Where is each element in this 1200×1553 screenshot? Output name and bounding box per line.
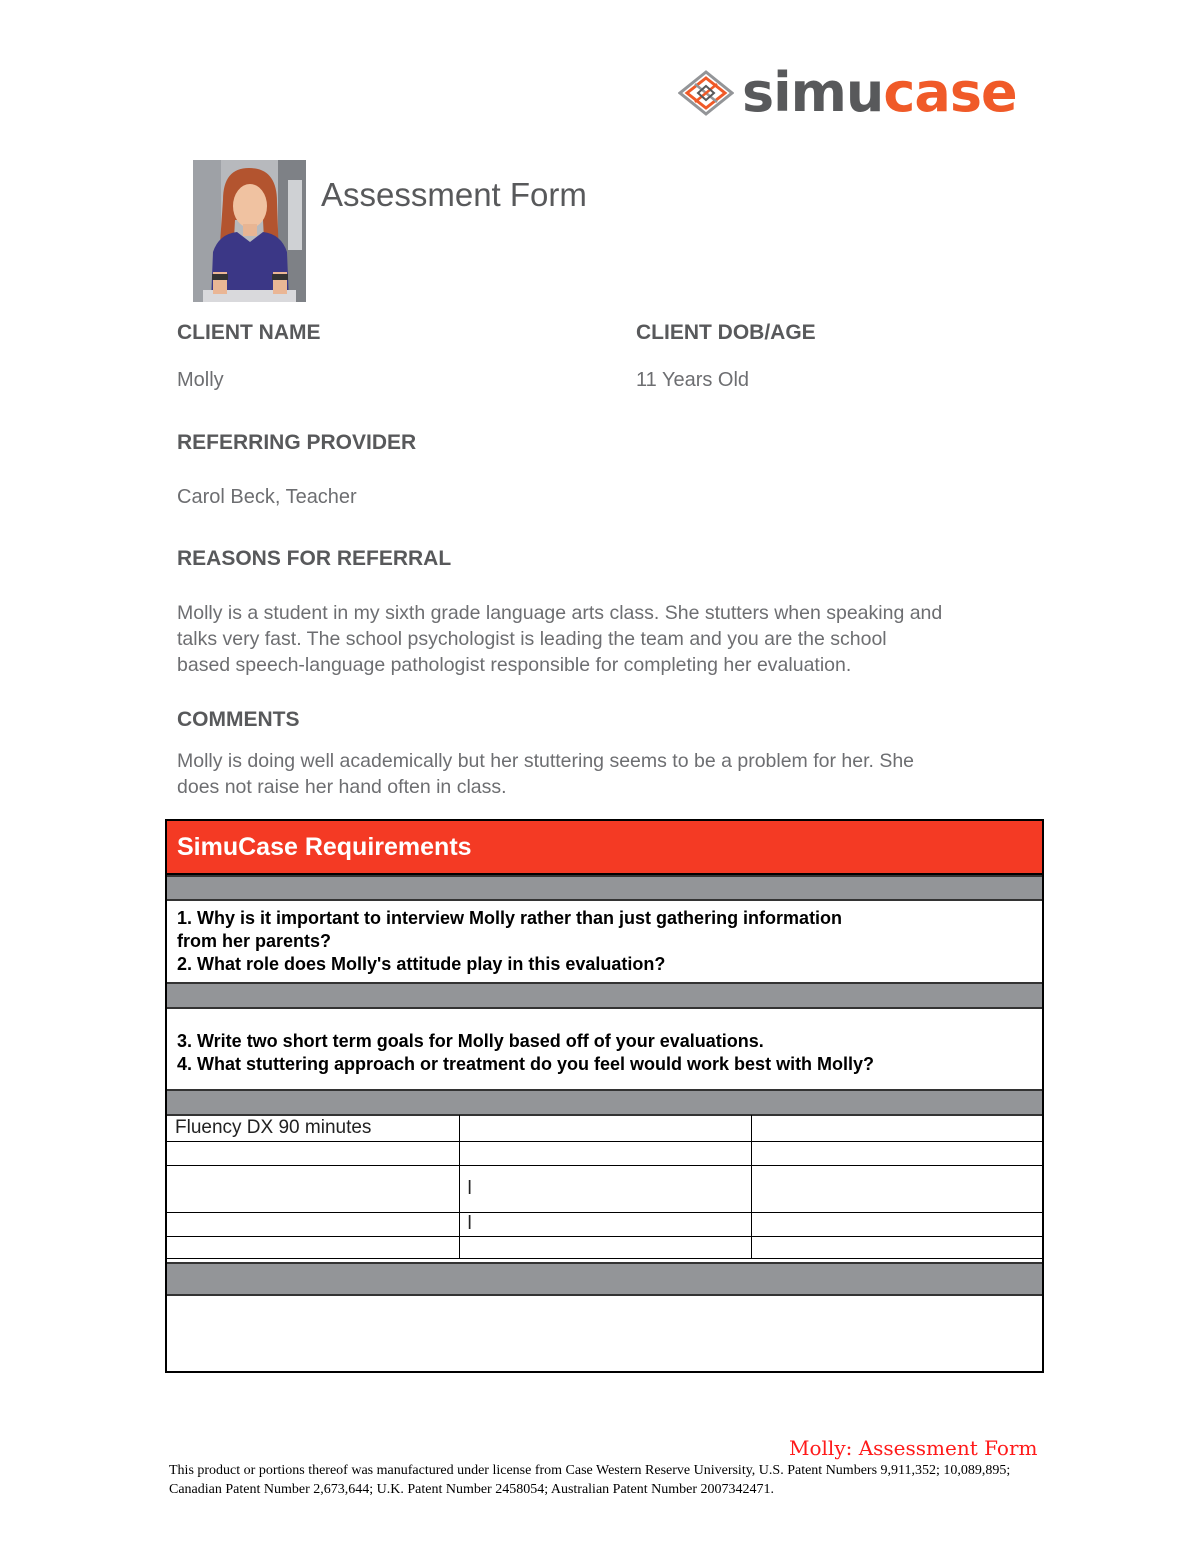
table-cell	[751, 1212, 1042, 1236]
table-cell	[751, 1115, 1042, 1141]
client-dob-value: 11 Years Old	[636, 369, 750, 391]
table-cell	[751, 1165, 1042, 1212]
table-cell	[167, 1236, 459, 1258]
requirements-header-title: SimuCase Requirements	[177, 833, 472, 861]
divider-bar	[167, 1262, 1042, 1296]
referring-provider-value: Carol Beck, Teacher	[177, 486, 357, 508]
schedule-table	[167, 1115, 1042, 1259]
table-row	[167, 1141, 1042, 1165]
referring-provider-label: REFERRING PROVIDER	[177, 431, 417, 454]
requirements-header	[167, 821, 1042, 875]
client-name-label: CLIENT NAME	[177, 321, 321, 344]
divider-bar	[167, 982, 1042, 1009]
table-cell	[167, 1141, 459, 1165]
client-avatar	[193, 160, 306, 302]
table-cell	[167, 1212, 459, 1236]
comments-label: COMMENTS	[177, 708, 300, 731]
simucase-wordmark: simucase	[742, 61, 1017, 124]
table-cell: Fluency DX 90 minutes	[167, 1115, 459, 1141]
table-cell	[167, 1165, 459, 1212]
page-title: Assessment Form	[321, 176, 587, 213]
client-name-value: Molly	[177, 369, 224, 391]
table-row	[167, 1236, 1042, 1258]
table-row	[167, 1212, 1042, 1236]
table-cell	[459, 1236, 751, 1258]
table-cell	[459, 1141, 751, 1165]
divider-bar	[167, 875, 1042, 901]
footer-title: Molly: Assessment Form	[789, 1436, 1038, 1460]
table-cell	[751, 1141, 1042, 1165]
client-portrait-image	[193, 160, 306, 302]
referral-reasons-label: REASONS FOR REFERRAL	[177, 547, 452, 570]
referral-reasons-text: Molly is a student in my sixth grade language arts class. She stutters when speaking and talks very fast. The school psychologist is leading the team and you are the school based speech-language pathologist responsible for completing her evaluation.	[177, 602, 943, 676]
table-cell	[459, 1115, 751, 1141]
table-cell	[751, 1236, 1042, 1258]
comments-text: Molly is doing well academically but her stuttering seems to be a problem for her. She does not raise her hand often in class.	[177, 750, 915, 798]
simucase-diamond-icon	[678, 70, 734, 116]
footer-patent-notice: This product or portions thereof was manufactured under license from Case Western Reserve University, U.S. Patent Numbers 9,911,352; 10,089,895; Canadian Patent Number 2,673,644; U.K. Patent Number 2458054; Australian Patent Number 2007342471.	[169, 1463, 1011, 1497]
divider-bar	[167, 1089, 1042, 1116]
table-cell: l	[459, 1165, 751, 1212]
client-dob-label: CLIENT DOB/AGE	[636, 321, 816, 344]
question-block-2: 3. Write two short term goals for Molly based off of your evaluations. 4. What stuttering approach or treatment do you feel would work best with Molly?	[177, 1031, 875, 1074]
question-block-1: 1. Why is it important to interview Molly rather than just gathering information from her parents? 2. What role does Molly's attitude play in this evaluation?	[177, 908, 843, 974]
simucase-logo	[678, 61, 1017, 124]
table-row	[167, 1165, 1042, 1212]
table-cell: l	[459, 1212, 751, 1236]
simucase-requirements-box	[165, 819, 1044, 1373]
table-row	[167, 1115, 1042, 1141]
